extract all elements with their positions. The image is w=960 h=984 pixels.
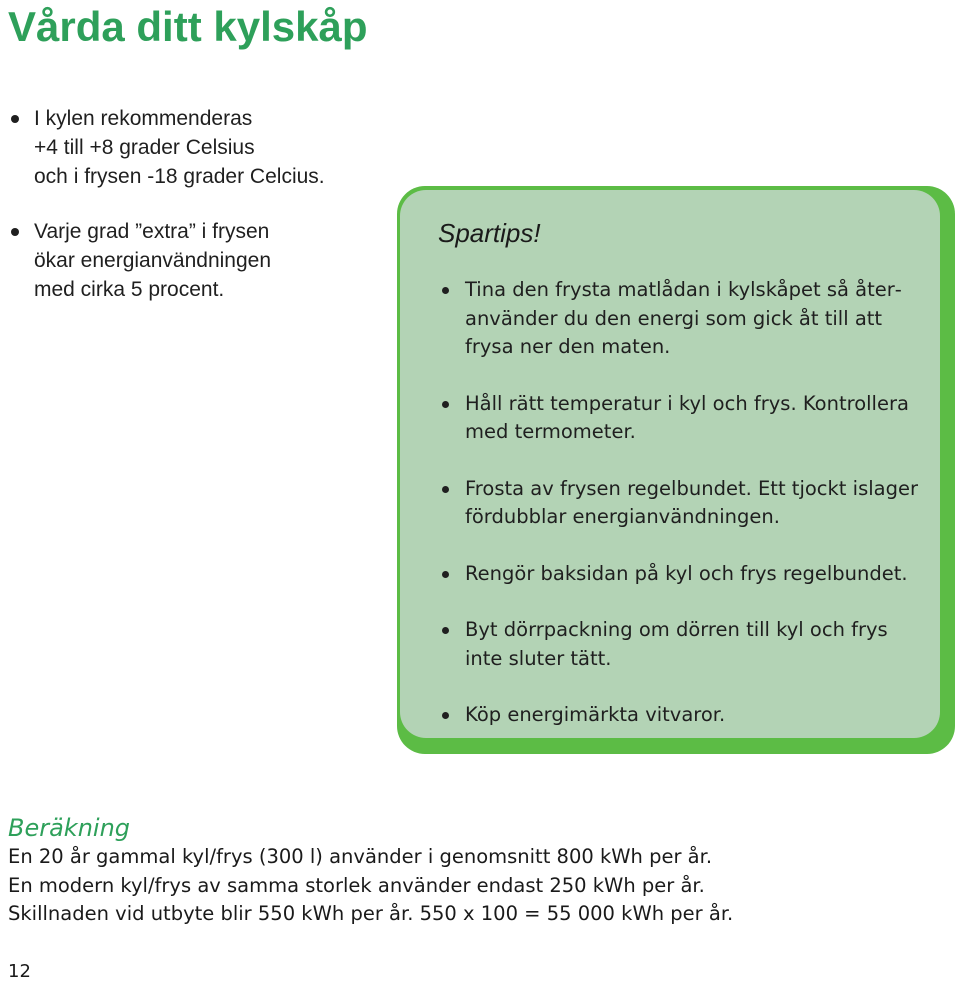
tips-list: [440, 276, 930, 758]
page-number: 12: [8, 961, 31, 982]
calculation-lines: [8, 843, 733, 929]
calculation-line-modern: En modern kyl/frys av samma storlek använder endast 250 kWh per år.: [8, 873, 705, 897]
intro-bullet-list: [8, 104, 388, 330]
tips-box: [400, 190, 940, 738]
tips-heading: Spartips!: [438, 218, 541, 248]
calculation-line-old: En 20 år gammal kyl/frys (300 l) använder i genomsnitt 800 kWh per år.: [8, 845, 713, 868]
calculation-heading: Beräkning: [8, 814, 131, 842]
tip-item-temperature: Håll rätt temperatur i kyl och frys. Kontrollera med termometer.: [440, 390, 930, 447]
page-title: Vårda ditt kylskåp: [8, 3, 368, 50]
tip-item-seal: Byt dörrpackning om dörren till kyl och frys inte sluter tätt.: [440, 616, 930, 673]
calculation-line-difference: Skillnaden vid utbyte blir 550 kWh per år. 550 x 100 = 55 000 kWh per år.: [8, 902, 734, 925]
tip-item-energy-label: Köp energimärkta vitvaror.: [440, 701, 930, 730]
intro-bullet-temperature: I kylen rekommenderas +4 till +8 grader Celsius och i frysen -18 grader Celcius.: [8, 104, 388, 191]
intro-bullet-extra-degree: Varje grad ”extra” i frysen ökar energianvändningen med cirka 5 procent.: [8, 217, 388, 304]
tip-item-clean: Rengör baksidan på kyl och frys regelbundet.: [440, 560, 930, 589]
tip-item-thaw: Tina den frysta matlådan i kylskåpet så återanvänder du den energi som gick åt till att frysa ner den maten.: [440, 276, 930, 362]
tip-item-defrost: Frosta av frysen regelbundet. Ett tjockt islager fördubblar energianvändningen.: [440, 475, 930, 532]
